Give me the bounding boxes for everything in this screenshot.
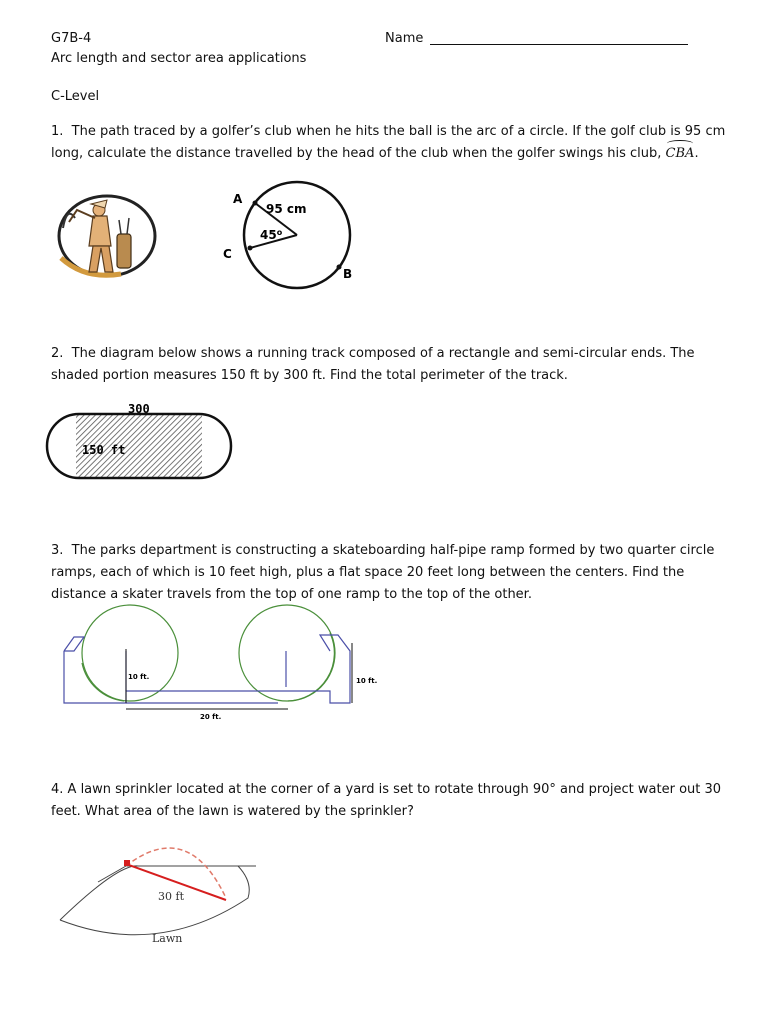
lawn-boundary-arc [60, 866, 249, 935]
right-height-label: 10 ft. [356, 677, 378, 685]
question-number: 3. [51, 543, 64, 558]
question-text: A lawn sprinkler located at the corner of a yard is set to rotate through 90° and project water out 30 feet. What area of the lawn is watered by the sprinkler? [51, 782, 722, 819]
question-number: 1. [51, 124, 64, 139]
sprinkler-diagram [58, 838, 263, 948]
question-1: 1. The path traced by a golfer’s club when he hits the ball is the arc of a circle. If the golf club is 95 cm long, calculate the distance travelled by the head of the club when the golfer swings his club, CBA. [51, 121, 731, 165]
circle-sector-diagram [222, 190, 362, 300]
question-3 [51, 540, 731, 606]
name-label: Name [385, 31, 424, 46]
radius-label: 30 ft [158, 890, 184, 903]
track-width-label: 150 ft [82, 443, 126, 457]
half-pipe-diagram [58, 605, 388, 730]
question-text: The parks department is constructing a skateboarding half-pipe ramp formed by two quarter circle ramps, each of which is 10 feet high, plus a flat space 20 feet long between the centers. Find the distance a skater travels from the top of one ramp to the top of the other. [51, 543, 715, 602]
question-number: 4. [51, 782, 64, 797]
point-a-dot [253, 201, 258, 206]
track-length-label: 300 [128, 402, 150, 416]
left-height-label: 10 ft. [128, 673, 150, 681]
question-4 [51, 779, 731, 823]
name-field[interactable] [385, 30, 688, 48]
point-c-dot [248, 246, 253, 251]
lawn-label: Lawn [152, 932, 183, 945]
question-text: The path traced by a golfer’s club when he hits the ball is the arc of a circle. If the golf club is 95 cm long, calculate the distance travelled by the head of the club when the golfer swings his club, [51, 124, 726, 161]
point-c-label: C [223, 247, 232, 261]
angle-label: 45$^o$ [260, 228, 283, 242]
name-blank-line [430, 30, 688, 45]
question-text: The diagram below shows a running track composed of a rectangle and semi-circular ends. The shaded portion measures 150 ft by 300 ft. Find the total perimeter of the track. [51, 346, 695, 383]
running-track-diagram [44, 398, 244, 488]
point-a-label: A [233, 192, 243, 206]
worksheet-subtitle: Arc length and sector area applications [51, 51, 307, 66]
level-heading: C-Level [51, 89, 100, 104]
radius-label: 95 cm [266, 202, 307, 216]
question-number: 2. [51, 346, 64, 361]
point-b-label: B [343, 267, 353, 281]
worksheet-code: G7B-4 [51, 31, 92, 46]
point-b-dot [337, 265, 342, 270]
left-ramp-outline [64, 635, 350, 703]
golfer-illustration [55, 188, 165, 284]
question-2 [51, 343, 731, 387]
left-ramp-circle [82, 605, 178, 701]
arc-overline-icon [667, 140, 694, 147]
arc-notation: CBA [666, 143, 695, 165]
width-label: 20 ft. [200, 713, 222, 721]
sprinkler-head [124, 860, 130, 866]
